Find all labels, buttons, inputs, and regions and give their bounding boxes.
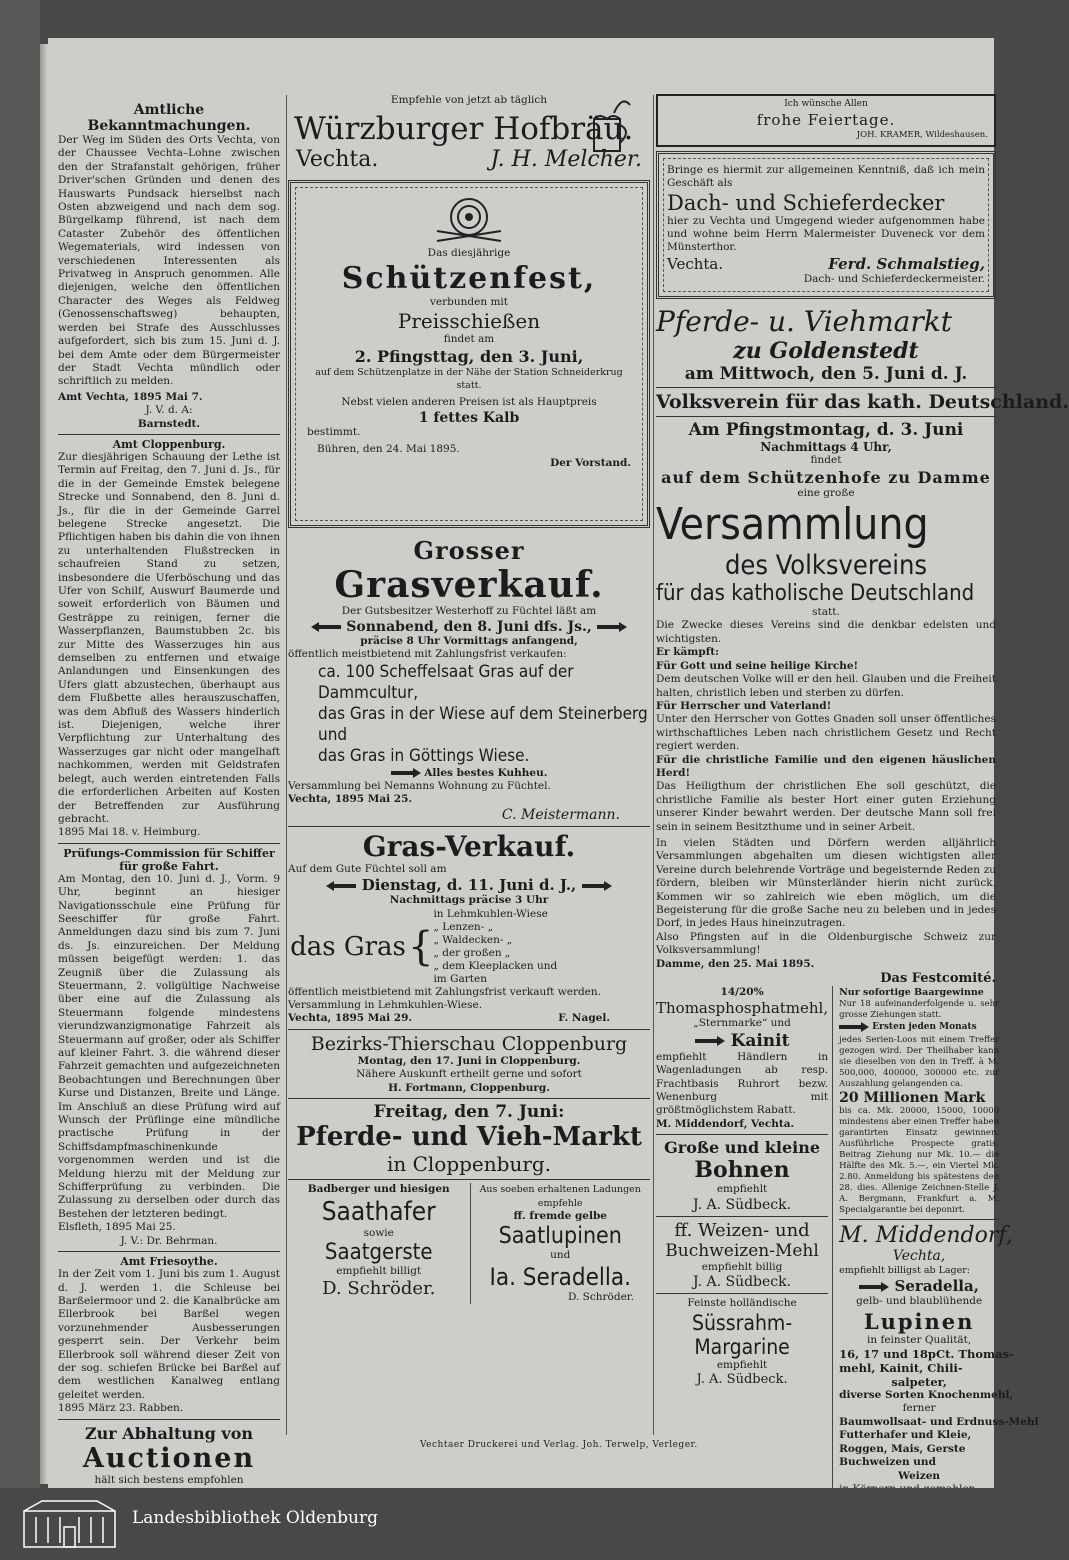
md-line17: Weizen [898, 1469, 941, 1482]
pruefung-sign: Elsfleth, 1895 Mai 25. [58, 1221, 176, 1234]
vv-gott-text: Dem deutschen Volke will er den heil. Glauben und die Freiheit halten, christlich leben und sterben zu dürfen. [656, 673, 996, 699]
sl-title2: Ia. Seradella. [489, 1262, 631, 1291]
md-lupinen: Lupinen [863, 1308, 975, 1334]
wz-title2: Buchweizen-Mehl [665, 1240, 819, 1261]
gr-item3: „ Waldecken- „ [433, 933, 513, 946]
md-name: M. Middendorf, [839, 1222, 1013, 1248]
gr-time: Nachmittags präcise 3 Uhr [389, 894, 549, 907]
md-qual: in feinster Qualität, [867, 1333, 972, 1346]
ba-line4: jedes Serien-Loos mit einem Treffer gezogen wird. Der Theilhaber kann sie dieselben von den in Treff. à M. 500,000, 400000, 300000 etc. zur Auszahlung gelangenden ca. [839, 1034, 1000, 1089]
th-title: Thomasphosphatmehl, [656, 999, 829, 1018]
md-line14: Futterhafer und Kleie, [839, 1429, 972, 1442]
target-emblem-icon [429, 195, 509, 247]
pointing-hand-left-icon [311, 622, 341, 632]
vv-familie: Für die christliche Familie und den eigenen häuslichen Herd! [656, 753, 996, 779]
th-sign: M. Middendorf, Vechta. [656, 1117, 795, 1130]
vv-herrscher-text: Unter den Herrscher von Gottes Gnaden soll unser öffentliches wirthschaftliches Leben nach christlichem Gesetz und Recht regiert werden. [656, 713, 996, 753]
sh-title2: Saatgerste [324, 1239, 433, 1265]
ba-line6: bis ca. Mk. 20000, 15000, 10000 mindestens aber einen Treffer haben garantirten Einsatz gewinnen. Ausführliche Prospecte gratis. Beitrag Ziehung nur Mk. 10.— die Hälfte des Mk. 5.—, ein Viertel Mk. 2.80. Anmeldung bis spätestens den 28. dies. Allenige Zeichnen-Stelle J. A. Bergmann, Frankfurt a. M. Specialgarantie bei deponirt. [839, 1105, 1000, 1215]
ds-title: Dach- und Schieferdecker [667, 190, 945, 215]
cloppenburg-sign: 1895 Mai 18. v. Heimburg. [58, 826, 201, 839]
md-line15: Roggen, Mais, Gerste [839, 1442, 966, 1455]
pruefung-sign2: J. V.: Dr. Behrman. [120, 1234, 218, 1247]
pm-place: in Cloppenburg. [386, 1152, 552, 1177]
vv-eine: eine große [797, 486, 855, 499]
gr-item6: im Garten [433, 972, 487, 985]
sf-vorstand: Der Vorstand. [550, 456, 631, 469]
sf-best: bestimmt. [307, 425, 361, 438]
sh-sign: D. Schröder. [322, 1278, 436, 1300]
md-line11: diverse Sorten Knochenmehl, [839, 1389, 1014, 1402]
gr-date: Dienstag, d. 11. Juni d. J., [361, 876, 577, 895]
gv-item1: ca. 100 Scheffelsaat Gras auf der Dammcultur, [318, 661, 574, 703]
ba-line3: Ersten jeden Monats [872, 1022, 977, 1033]
sf-with: verbunden mit [430, 295, 508, 308]
friesoythe-notice: In der Zeit vom 1. Juni bis zum 1. August d. J. werden 1. die Schleuse bei Barßelermoor und 2. die Kanalbrücke am Ellerbrook bei Barßel wegen vorzunehmender Ausbesserungen gesperrt sein. Der Verkehr beim Ellerbrook soll während dieser Zeit von der sog. schiefen Brücke bei Barßel auf dem westlichen Kanalweg entlang geleitet werden. [58, 1268, 280, 1401]
sl-und: und [550, 1249, 571, 1262]
column-rule [653, 95, 654, 1435]
pv-place: zu Goldenstedt [733, 338, 919, 365]
bt-date: Montag, den 17. Juni in Cloppenburg. [357, 1054, 581, 1067]
bt-sign: H. Fortmann, Cloppenburg. [388, 1081, 550, 1094]
wb-name: J. H. Melcher. [490, 147, 642, 173]
vv-des: des Volksvereins [724, 550, 928, 582]
pruefung-title: Prüfungs-Commission für Schiffer für große Fahrt. [63, 846, 275, 873]
vv-place: auf dem Schützenhofe zu Damme [661, 467, 991, 487]
saatlupinen-ad [471, 1183, 651, 1304]
gr-versammlung: Versammlung in Lehmkuhlen-Wiese. [288, 999, 483, 1012]
vv-statt: statt. [812, 606, 840, 619]
th-percent: 14/20% [720, 986, 764, 999]
saathafer-ad [288, 1183, 471, 1304]
gr-item5: „ dem Kleeplacken und [433, 959, 558, 972]
bo-title2: Bohnen [694, 1157, 790, 1184]
pointing-hand-icon [695, 1036, 725, 1046]
gv-kuhheu: Alles bestes Kuhheu. [424, 766, 548, 779]
pruefung-notice: Am Montag, den 10. Juni d. J., Vorm. 9 Uhr, beginnt an hiesiger Navigationsschule eine Prüfung für Seeschiffer für große Fahrt. Anmeldungen dazu sind bis zum 7. Juni ds. Js. einzureichen. Der Meldung müssen beigefügt werden: 1. das Zeugniß über die Zulassung als Steuermann, 2. vollgültige Nachweise über eine auf die Zulassung als Steuermann folgende mindestens vierundzwanzigmonatige Fahrzeit als Steuermann auf großer, oder als Schiffer auf kleiner Fahrt. 3. die während dieser Fahrzeit gemachten und aufgezeichneten Beobachtungen und Berechnungen über Kurse und Distanzen, Breite und Länge. Im Anschluß an diese Prüfung wird auf Wunsch der Prüflinge eine mündliche practische Prüfung in der Schiffsdampfmaschinenkunde vorgenommen werden und ist die Meldung hierzu mit der Meldung zur Schifferprüfung zu verbinden. Die Zulassung zu derselben oder durch das Bestehen der letzteren bedingt. [58, 872, 280, 1220]
wb-title: Würzburger Hofbräu. [294, 111, 634, 148]
sf-title: Schützenfest, [341, 260, 597, 296]
dachdecker-ad [656, 151, 996, 299]
sm-title1: Süssrahm- [691, 1310, 793, 1335]
sf-date: 2. Pfingsttag, den 3. Juni, [354, 346, 584, 366]
gr-item2: „ Lenzen- „ [433, 920, 494, 933]
sl-title: Saatlupinen [498, 1223, 622, 1250]
column-rule [286, 95, 287, 1435]
gr-line12: öffentlich meistbietend mit Zahlungsfrist verkauft werden. [288, 985, 602, 998]
gr-item4: „ der großen „ [433, 946, 511, 959]
vv-kaempft: Er kämpft: [656, 646, 719, 659]
vv-sign-date: Damme, den 25. Mai 1895. [656, 957, 815, 970]
sh-line5: empfiehlt billigt [336, 1264, 422, 1277]
pointing-hand-right-icon [582, 881, 612, 891]
sf-preis: Preisschießen [397, 309, 541, 334]
pv-date: am Mittwoch, den 5. Juni d. J. [684, 364, 968, 385]
bt-title: Bezirks-Thierschau Cloppenburg [310, 1032, 628, 1055]
vv-staedte: In vielen Städten und Dörfern werden alljährlich Versammlungen abgehalten um diesen wichtigsten aller Vereine durch belehrende Vorträge und begeisternde Reden zu fördern, bleiben wir Münsterländer hierin nicht zurück. Kommen wir so zahlreich wie eben möglich, um die Begeisterung für die große Sache neu zu beleben und in jedes Dorf, in jedes Haus hineinzutragen. [656, 836, 996, 930]
wb-city: Vechta. [296, 147, 379, 173]
pointing-hand-icon [391, 768, 421, 778]
pointing-hand-right-icon [597, 622, 627, 632]
bt-info: Nähere Auskunft ertheilt gerne und sofort [356, 1068, 582, 1081]
friesoythe-sign: 1895 März 23. Rabben. [58, 1402, 184, 1415]
gr-date-sign: Vechta, 1895 Mai 29. [288, 1012, 413, 1025]
sh-line1: Badberger und hiesigen [307, 1183, 450, 1196]
pointing-hand-left-icon [326, 881, 356, 891]
vv-zwecke: Die Zwecke dieses Vereins sind die denkbar edelsten und wichtigsten. [656, 619, 996, 645]
friesoythe-title: Amt Friesoythe. [120, 1255, 218, 1269]
pointing-hand-icon [839, 1022, 869, 1032]
ds-name: Ferd. Schmalstieg, [828, 254, 985, 273]
pm-date: Freitag, den 7. Juni: [373, 1102, 565, 1123]
gv-line1: Grosser [413, 536, 525, 566]
vv-date: Am Pfingstmontag, d. 3. Juni [688, 420, 964, 441]
vechta-sign3: Barnstedt. [137, 417, 201, 430]
gv-title: Grasverkauf. [334, 564, 604, 607]
book-binding [0, 0, 40, 1560]
pv-title: Pferde- u. Viehmarkt [656, 305, 952, 339]
auktion-line1: Zur Abhaltung von [84, 1423, 253, 1443]
gr-sign: F. Nagel. [558, 1012, 610, 1025]
pm-title: Pferde- und Vieh-Markt [296, 1122, 642, 1153]
vv-comite: Das Festcomité. [880, 971, 996, 987]
schuetzenfest-ad [288, 180, 650, 528]
ba-title: Nur sofortige Baargewinne [839, 987, 984, 999]
vechta-sign2: J. V. d. A: [145, 404, 193, 417]
ff-line1: Ich wünsche Allen [784, 99, 868, 109]
vv-familie-text: Das Heiligthum der christlichen Ehe soll geschützt, die christliche Familie als bester Hort einer guten Erziehung unserer Kinder bewahrt werden. Der deutsche Mann soll frei sein in seinem Besitzthume und in seiner Arbeit. [656, 780, 996, 833]
wz-sign: J. A. Südbeck. [693, 1274, 792, 1291]
gr-title: Gras-Verkauf. [362, 829, 576, 863]
library-building-icon [22, 1497, 117, 1549]
bo-empf: empfiehlt [716, 1183, 768, 1196]
th-stern: „Sternmarke“ und [693, 1017, 791, 1030]
gv-date: Sonnabend, den 8. Juni dfs. Js., [346, 618, 592, 635]
md-gelb: gelb- und blaublühende [856, 1295, 983, 1308]
pointing-hand-icon [859, 1282, 889, 1292]
column-right [656, 62, 1069, 1496]
sl-line1: Aus soeben erhaltenen Ladungen empfehle [479, 1184, 641, 1209]
vv-time: Nachmittags 4 Uhr, [760, 440, 892, 455]
md-seradella: Seradella, [894, 1277, 979, 1296]
md-line8: 16, 17 und 18pCt. Thomas- [839, 1347, 1014, 1362]
gr-item1: in Lehmkuhlen-Wiese [433, 907, 548, 920]
ba-line2: Nur 18 aufeinanderfolgende u. sehr grosse Ziehungen statt. [839, 999, 1000, 1021]
gv-date-sign: Vechta, 1895 Mai 25. [288, 793, 413, 806]
md-line16: Buchweizen und [839, 1456, 936, 1469]
sf-pre: Das diesjährige [427, 247, 511, 260]
bo-title1: Große und kleine [664, 1138, 821, 1158]
vv-herrscher: Für Herrscher und Vaterland! [656, 699, 832, 712]
library-brand: Landesbibliothek Oldenburg [132, 1508, 379, 1528]
column-middle: Empfehle von jetzt ab täglich Würzburger Hofbräu. Vechta. J. H. Melcher. Das diesjährige Schützenfest, verbunden mit Preisschießen findet am 2. Pfingsttag, den 3. Juni, auf dem Schützenplatze in der Nähe der Station Schneiderkrug statt. Nebst vielen anderen Preisen ist als Hauptpreis 1 fettes Kalb bestimmt. Bühren, den 24. Mai 1895. Der Vorstand. Grosser Grasverkauf. Der Gutsbesitzer Westerhoff zu Füchtel läßt am Sonnabend, den 8. Juni dfs. Js., präcise 8 Uhr Vormittags anfangend, öffentlich meistbietend mit Zahlungsfrist verkaufen: ca. 100 Scheffelsaat Gras auf der Dammcultur, das Gras in der Wiese auf dem Steinerberg und das Gras in Göttings Wiese. Alles bestes Kuhheu. Versammlung bei Nemanns Wohnung zu Füchtel. Vechta, 1895 Mai 25. C. Meistermann. Gras-Verkauf. Auf dem Gute Füchtel soll am Dienstag, d. 11. Juni d. J., Nachmittags präcise 3 Uhr das Gras { in Lehmkuhlen-Wiese „ Lenzen- „ „ Waldecken- „ „ der großen „ „ dem Kleeplacken und im Garten öffentlich meistbietend mit Zahlungsfrist verkauft werden. Versammlung in Lehmkuhlen-Wiese. Vechta, 1895 Mai 29. F. Nagel. Bezirks-Thierschau Cloppenburg Montag, den 17. Juni in Cloppenburg. Nähere Auskunft ertheilt gerne und sofort H. Fortmann, Cloppenburg. Freitag, den 7. Juni: Pferde- und Vieh-Markt in Cloppenburg. Badberger und hiesigen Saathafer sowie Saatgerste empfiehlt billigt D. Schröder. Aus soeben erhaltenen Ladungen empfehle ff. fremde gelbe Saatlupinen und Ia. Seradella. D. Schröder. [288, 62, 650, 1304]
sm-title2: Margarine [694, 1334, 790, 1359]
md-line10: salpeter, [891, 1375, 947, 1390]
sl-line2: ff. fremde gelbe [513, 1209, 607, 1222]
vv-gott: Für Gott und seine heilige Kirche! [656, 659, 859, 672]
ds-role: Dach- und Schieferdeckermeister. [803, 272, 985, 285]
auktion-line3: hält sich bestens empfohlen [94, 1473, 244, 1486]
sf-findet: findet am [443, 333, 495, 346]
md-ferner: ferner [902, 1402, 936, 1415]
gv-line6: öffentlich meistbietend mit Zahlungsfrist verkaufen: [288, 648, 567, 661]
auktion-title: Auctionen [82, 1442, 256, 1474]
beer-mug-icon [588, 97, 636, 157]
column-left [58, 62, 280, 1503]
sh-title: Saathafer [321, 1196, 436, 1227]
ds-line1: Bringe es hiermit zur allgemeinen Kenntniß, daß ich mein Geschäft als [667, 163, 985, 190]
vv-title: Volksverein für das kath. Deutschland. [656, 391, 1069, 414]
ff-title: frohe Feiertage. [756, 111, 896, 130]
gv-time: präcise 8 Uhr Vormittags anfangend, [360, 634, 578, 647]
gv-versammlung: Versammlung bei Nemanns Wohnung zu Füchtel. [288, 780, 551, 793]
gv-sign: C. Meistermann. [501, 806, 620, 823]
sl-sign: D. Schröder. [567, 1290, 634, 1303]
sm-sign: J. A. Südbeck. [696, 1371, 788, 1387]
ds-city: Vechta. [667, 254, 724, 273]
md-empf: empfiehlt billigst ab Lager: [839, 1264, 971, 1276]
gv-line3: Der Gutsbesitzer Westerhoff zu Füchtel läßt am [341, 605, 597, 618]
gv-item3: das Gras in Göttings Wiese. [318, 745, 530, 766]
sf-sign: Bühren, den 24. Mai 1895. [317, 443, 460, 456]
vechta-notice: Der Weg im Süden des Orts Vechta, von der Chaussee Vechta–Lohne zwischen den der Strafanstalt gehörigen, früher Driver'schen Gründen und denen des Hauswarts Pundsack hierselbst nach Osten abzweigend und nach dem sog. Bürgelkamp führend, ist nach dem Cataster Zubehör des öffentlichen Wegematerials, wird indessen von verschiedenen Interessenten als Privatweg in Anspruch genommen. Alle diejenigen, welche den öffentlichen Character des Weges als Feldweg (Genossenschaftsweg) behaupten, werden bei Strafe des Ausschlusses aufgefordert, sich bis zum 15. Juni d. J. bei dem Amte oder dem Bürgermeister der Stadt Vechta mündlich oder schriftlich zu melden. [58, 134, 280, 388]
wz-title1: ff. Weizen- und [674, 1219, 810, 1241]
ff-sign: JOH. KRAMER, Wildeshausen. [856, 130, 988, 141]
cloppenburg-title: Amt Cloppenburg. [112, 437, 226, 451]
amtliche-title: Amtliche Bekanntmachungen. [87, 102, 251, 134]
wz-empf: empfiehlt billig [701, 1260, 783, 1273]
ds-line3: hier zu Vechta und Umgegend wieder aufgenommen habe und wohne beim Herrn Malermeister Duveneck vor dem Münsterthor. [667, 214, 985, 254]
wb-top: Empfehle von jetzt ab täglich [390, 94, 548, 106]
vv-fuer: für das katholische Deutschland [656, 581, 975, 607]
gr-line2: Auf dem Gute Füchtel soll am [288, 862, 447, 875]
gv-item2: das Gras in der Wiese auf dem Steinerberg und [318, 703, 648, 745]
sf-prize: Nebst vielen anderen Preisen ist als Hauptpreis [341, 396, 597, 409]
md-line9: mehl, Kainit, Chili- [839, 1361, 963, 1376]
md-line13: Baumwollsaat- und Erdnuss-Mehl [839, 1415, 1039, 1428]
th-kainit: Kainit [730, 1030, 790, 1051]
cloppenburg-notice: Zur diesjährigen Schauung der Lethe ist Termin auf Freitag, den 7. Juni d. Js., für die in der Gemeinde Emstek belegene Strecke und Sonnabend, den 8. Juni d. Js., für die in der Gemeinde Garrel belegene Strecke angesetzt. Die Pflichtigen haben bis dahin die von ihnen zu unterhaltenden Flußstrecken in schaufreien Stand zu setzen, insbesondere die Uferböschung und das Ufer von Schilf, Auswurf Baumerde und soweit erforderlich von Bäumen und Gesträppe zu reinigen, ferner die Wasserpflanzen, Baumstubben 2c. bis zur Mitte des Wasserzuges hin aus demselben zu entfernen und etwaige Anlandungen und Einsenkungen des Ufers glatt abzustechen, überhaupt aus dem Flußbette alles herauszuschaffen, was dem Abfluß des Wassers hinderlich ist. Diejenigen, welche ihrer Verpflichtung zur Unterhaltung des Wasserzuges gar nicht oder mangelhaft nachkommen, werden mit Geldstrafen belegt, auch werden eintretenden Falls die erforderlichen Arbeiten auf Kosten der Betreffenden zur Ausführung gebracht. [58, 450, 280, 825]
vechta-sign: Amt Vechta, 1895 Mai 7. [58, 390, 203, 403]
gr-das-gras: das Gras [290, 931, 406, 962]
vv-versammlung: Versammlung [656, 499, 929, 551]
bo-sign: J. A. Südbeck. [693, 1196, 792, 1213]
sf-place: auf dem Schützenplatze in der Nähe der Station Schneiderkrug statt. [315, 366, 623, 392]
sh-sowie: sowie [363, 1226, 394, 1239]
th-text: empfiehlt Händlern in Wagenladungen ab resp. Frachtbasis Ruhrort bezw. Wenenburg mit größtmöglichstem Rabatt. [656, 1050, 829, 1117]
sm-empf: empfiehlt [716, 1358, 768, 1371]
ba-millionen: 20 Millionen Mark [839, 1089, 986, 1106]
sm-line1: Feinste holländische [687, 1297, 797, 1310]
vv-findet: findet [810, 454, 842, 467]
imprint: Vechtaer Druckerei und Verlag. Joh. Terwelp, Verleger. [420, 1440, 698, 1450]
vv-pfingsten: Also Pfingsten auf in die Oldenburgische Schweiz zur Volksversammlung! [656, 930, 996, 957]
feiertage-ad [656, 94, 996, 147]
sf-kalb: 1 fettes Kalb [418, 409, 520, 426]
md-city: Vechta, [892, 1247, 946, 1264]
